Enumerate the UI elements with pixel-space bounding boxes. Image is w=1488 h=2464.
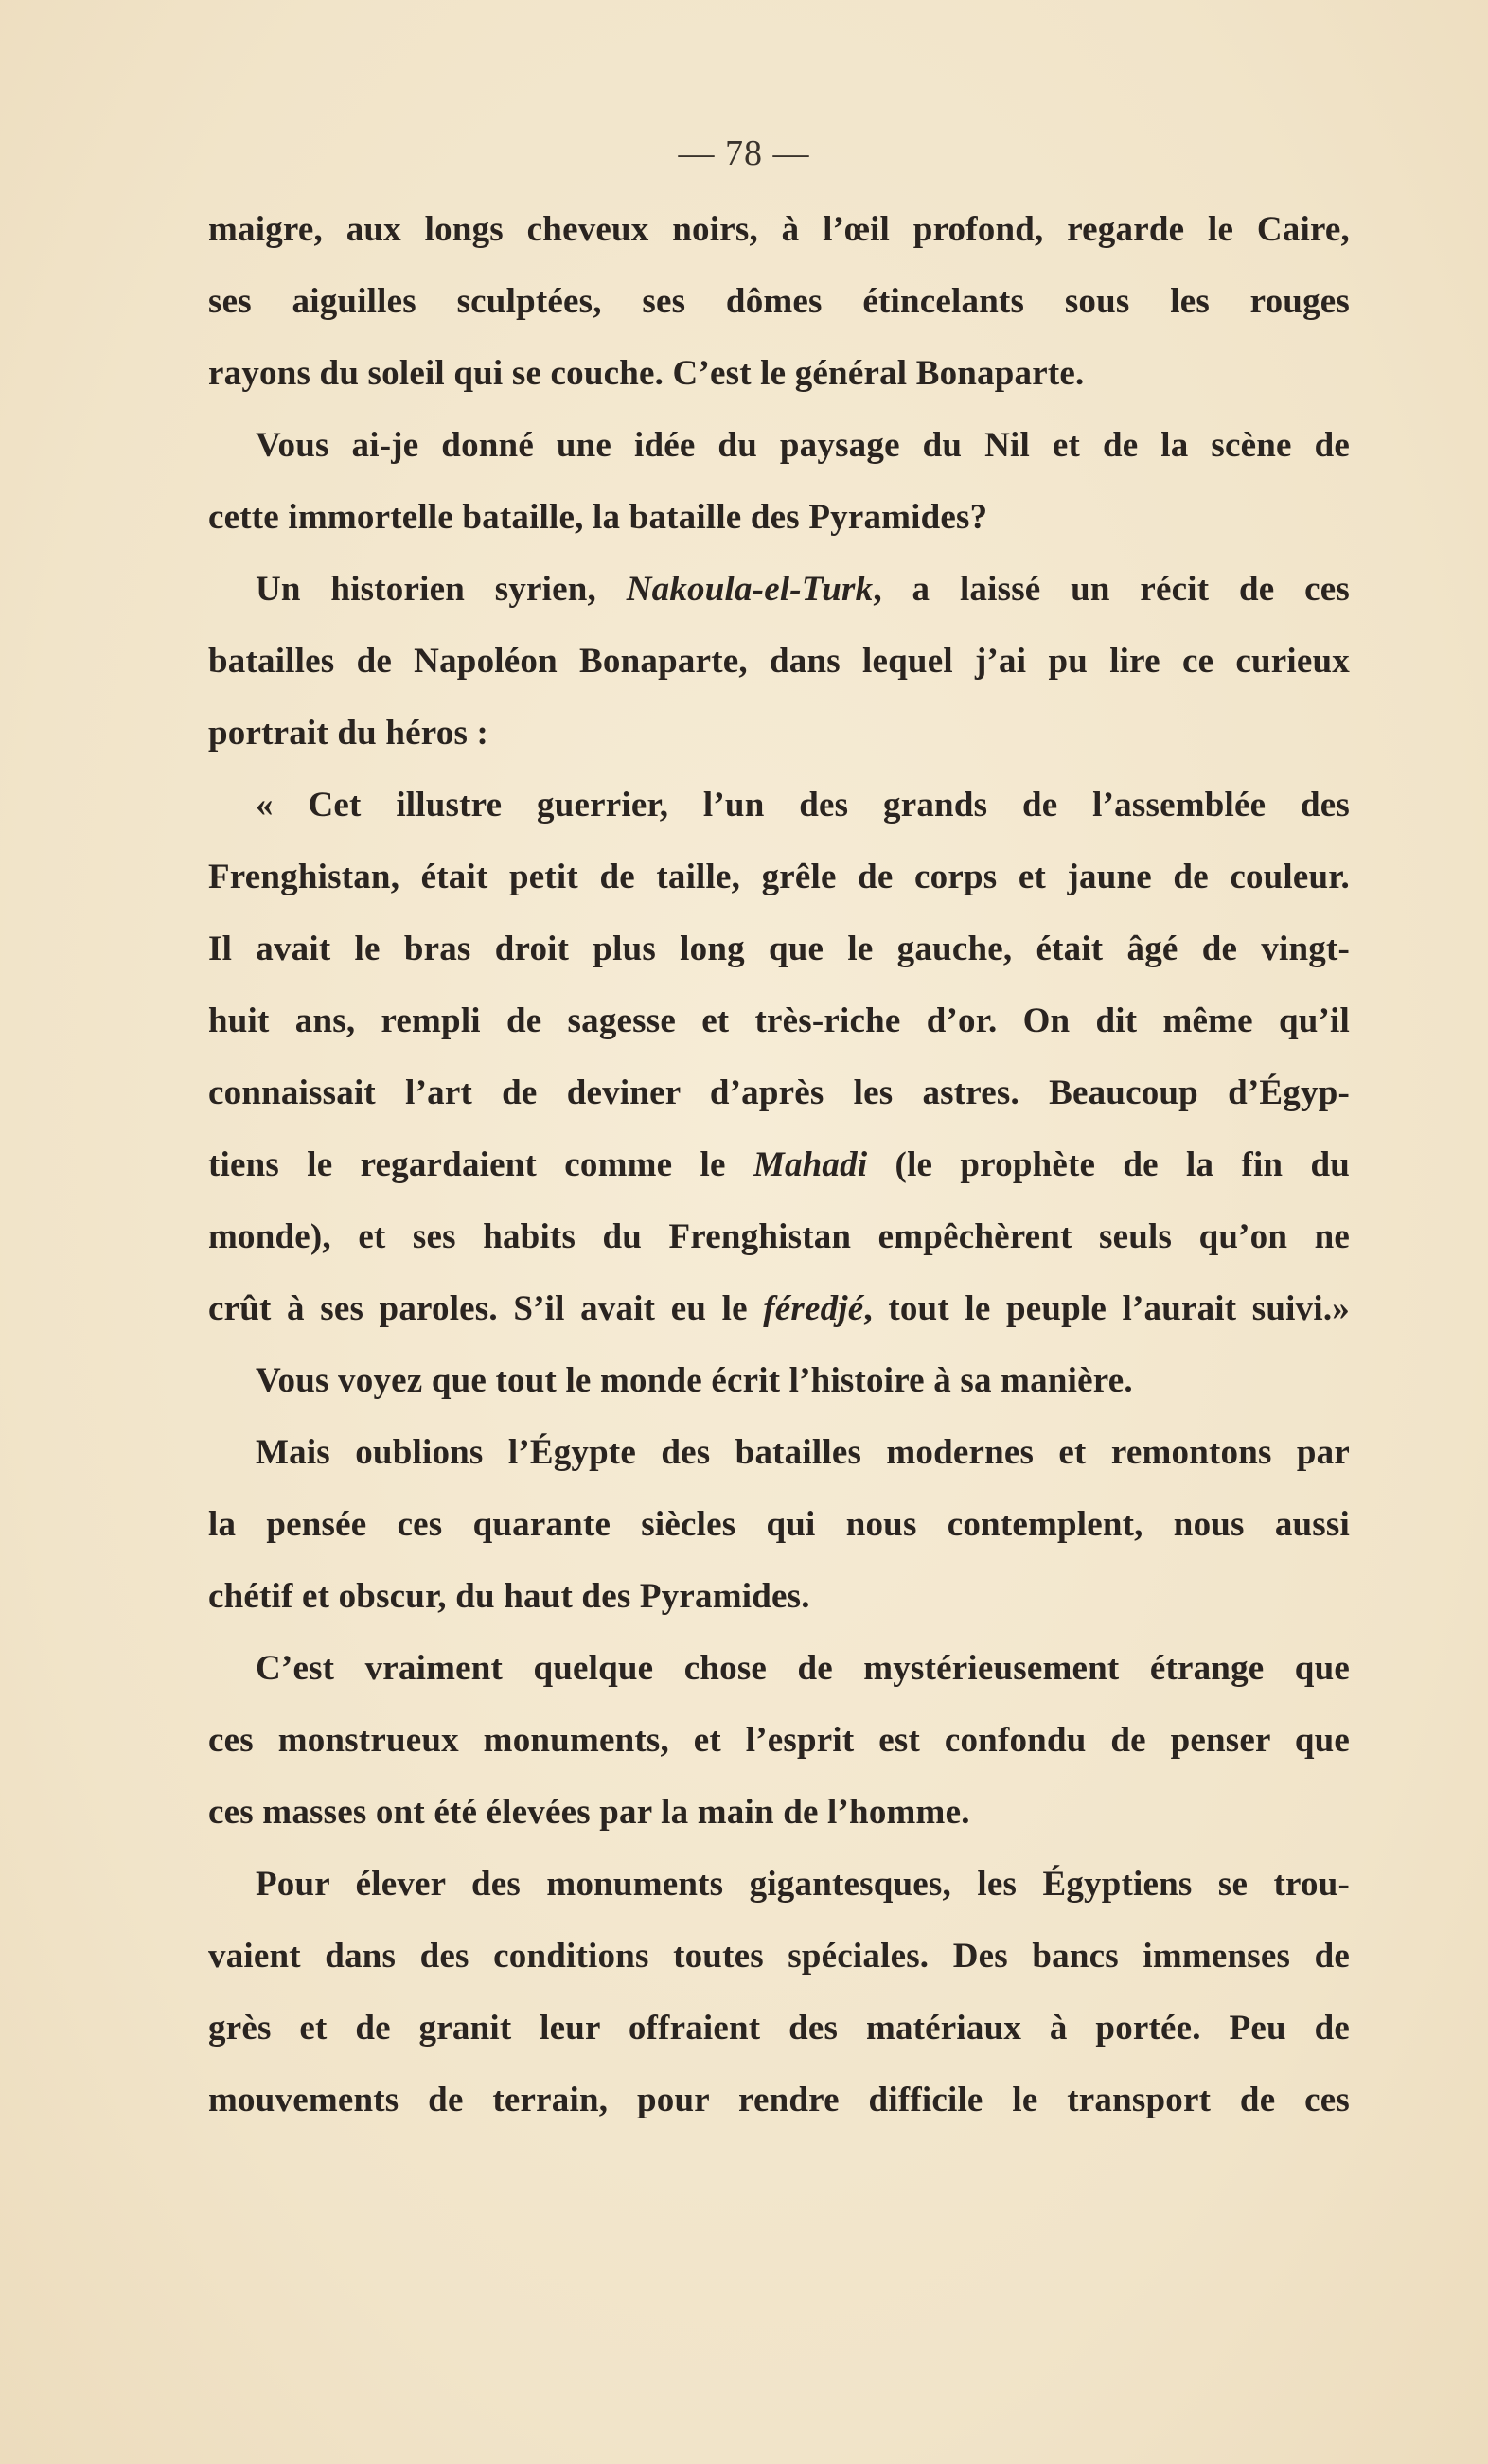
- text-line: [208, 1273, 1350, 1345]
- text-line: ces monstrueux monuments, et l’esprit est confondu de penser que: [208, 1721, 1350, 1760]
- text-line: Frenghistan, était petit de taille, grêle de corps et jaune de couleur.: [208, 858, 1350, 896]
- text-line: Vous voyez que tout le monde écrit l’histoire à sa manière.: [256, 1361, 1133, 1400]
- italic-text: Nakoula-el-Turk: [626, 570, 874, 609]
- text-span: tiens le regardaient comme le: [208, 1145, 753, 1184]
- text-line: Mais oublions l’Égypte des batailles modernes et remontons par: [256, 1433, 1350, 1472]
- text-line: chétif et obscur, du haut des Pyramides.: [208, 1577, 810, 1616]
- text-span: (le prophète de la fin du: [867, 1145, 1350, 1184]
- text-line: ces masses ont été élevées par la main de l’homme.: [208, 1793, 970, 1832]
- italic-text: Mahadi: [753, 1145, 868, 1184]
- text-span: , a laissé un récit de ces: [873, 570, 1350, 609]
- text-line: Vous ai-je donné une idée du paysage du Nil et de la scène de: [256, 426, 1350, 465]
- text-span: Un historien syrien,: [256, 570, 627, 609]
- body-text: [208, 194, 1350, 2136]
- text-line: la pensée ces quarante siècles qui nous contemplent, nous aussi: [208, 1505, 1350, 1544]
- text-span: , tout le peuple l’aurait suivi.»: [863, 1289, 1350, 1328]
- text-line: cette immortelle bataille, la bataille des Pyramides?: [208, 498, 988, 537]
- text-line: maigre, aux longs cheveux noirs, à l’œil profond, regarde le Caire,: [208, 210, 1350, 249]
- text-line: portrait du héros :: [208, 714, 489, 753]
- text-line: monde), et ses habits du Frenghistan empêchèrent seuls qu’on ne: [208, 1217, 1350, 1256]
- text-line: C’est vraiment quelque chose de mystérieusement étrange que: [256, 1649, 1350, 1688]
- text-line: [208, 554, 1350, 626]
- text-line: batailles de Napoléon Bonaparte, dans lequel j’ai pu lire ce curieux: [208, 642, 1350, 681]
- text-span: crût à ses paroles. S’il avait eu le: [208, 1289, 764, 1328]
- text-line: Il avait le bras droit plus long que le gauche, était âgé de vingt-: [208, 930, 1350, 968]
- text-line: mouvements de terrain, pour rendre difficile le transport de ces: [208, 2081, 1350, 2119]
- text-line: huit ans, rempli de sagesse et très-riche d’or. On dit même qu’il: [208, 1002, 1350, 1040]
- text-line: ses aiguilles sculptées, ses dômes étincelants sous les rouges: [208, 282, 1350, 321]
- text-line: Pour élever des monuments gigantesques, les Égyptiens se trou-: [256, 1865, 1350, 1904]
- text-line: [208, 1129, 1350, 1201]
- text-line: grès et de granit leur offraient des matériaux à portée. Peu de: [208, 2009, 1350, 2047]
- text-line: vaient dans des conditions toutes spéciales. Des bancs immenses de: [208, 1937, 1350, 1976]
- italic-text: féredjé: [763, 1289, 864, 1328]
- text-line: connaissait l’art de deviner d’après les astres. Beaucoup d’Égyp-: [208, 1073, 1350, 1112]
- text-line: rayons du soleil qui se couche. C’est le général Bonaparte.: [208, 354, 1085, 393]
- text-line: « Cet illustre guerrier, l’un des grands de l’assemblée des: [256, 786, 1350, 824]
- page-number: — 78 —: [678, 133, 810, 173]
